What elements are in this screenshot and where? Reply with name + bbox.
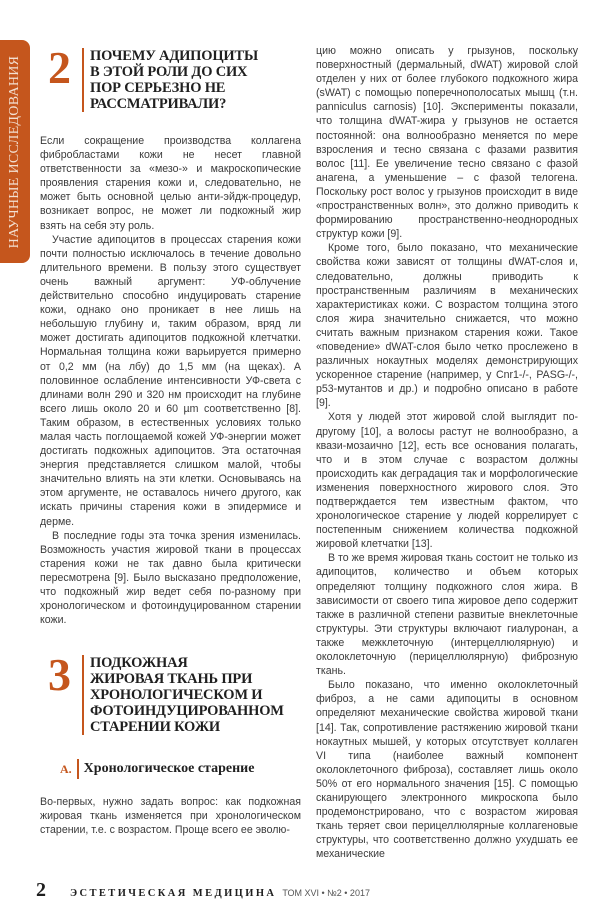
section-number: 3	[48, 649, 71, 701]
issue-info: ТОМ XVI • №2 • 2017	[282, 888, 370, 898]
title-line: СТАРЕНИИ КОЖИ	[90, 719, 220, 736]
paragraph: Было показано, что именно околоклеточный фиброз, а не сами адипоциты в основном определяют механические свойства жировой ткани [14]. Так, сопротивление растяжению жировой ткани нокаутных мышей, у которых отсутствует коллаген VI типа (наиболее важный компонент околоклеточного фиброза), составляет лишь около 50% от его нормального значения [15]. С помощью сканирующего электронного микроскопа было продемонстрировано, что с возрастом жировая ткань теряет свои перицеллюлярные коллагеновые структуры, что соответственно должно ухудшать ее механические	[316, 679, 578, 861]
section-title	[90, 655, 284, 735]
section-2-body	[40, 134, 301, 627]
subsection-divider	[77, 759, 79, 779]
title-line: ФОТОИНДУЦИРОВАННОМ	[90, 703, 284, 720]
subsection-title: Хронологическое старение	[83, 761, 255, 777]
right-column	[316, 44, 578, 861]
magazine-title: ЭСТЕТИЧЕСКАЯ МЕДИЦИНА	[70, 888, 277, 899]
section-3-heading	[48, 649, 301, 736]
section-side-tab	[0, 40, 30, 263]
heading-divider	[82, 48, 84, 112]
left-column	[40, 42, 301, 838]
title-line: ЖИРОВАЯ ТКАНЬ ПРИ	[90, 671, 253, 688]
paragraph: Кроме того, было показано, что механические свойства кожи зависят от толщины dWAT-слоя и, следовательно, должны приводить к пространственным различиям в механических характеристиках кожи. С возрастом толщина этого слоя жира значительно снижается, что можно считать важным признаком старения кожи. Такое «поведение» dWAT-слоя было четко прослежено в различных нокаутных моделях демонстрирующих ускоренное старение (например, у Cnr1-/-, PASG-/-, p53-мутантов и др.) и подробно описано в работе [9].	[316, 242, 578, 410]
paragraph: цию можно описать у грызунов, поскольку поверхностный (дермальный, dWAT) жировой слой отделен у них от более глубокого подкожного жира (sWAT) с помощью поперечнополосатых мышц (т.н. panniculus carnosis) [10]. Эксперименты показали, что толщина dWAT-жира у грызунов не остается постоянной: она волнообразно меняется по мере взросления и тесно связана с фазами развития волос [11]. Ее увеличение тесно связано с фазой анагена, а уменьшение – с фазой телогена. Поскольку рост волос у грызунов происходит в виде «пространственных волн», это должно приводить к формированию пространственно-неоднородных структур кожи [9].	[316, 45, 578, 241]
subsection-heading	[60, 759, 301, 779]
section-title	[90, 48, 258, 112]
title-line: ПОДКОЖНАЯ	[90, 655, 188, 672]
paragraph: Участие адипоцитов в процессах старения кожи почти полностью исключалось в течение довольно длительного времени. В пользу этого существует очень важный аргумент: УФ-облучение действительно способно индуцировать старение кожи, однако оно проникает в нее лишь на небольшую глубину и, таким образом, вряд ли может достигать адипоцитов подкожной клетчатки. Нормальная толщина кожи варьируется примерно от 0,2 мм (на лбу) до 1,5 мм (на щеках). А половинное ослабление интенсивности УФ-света с длинами волн 290 и 320 нм происходит на глубине всего лишь около 20 и 60 µm соответственно [8]. Таким образом, в естественных условиях только малая часть поглощаемой кожей УФ-энергии может достигать подкожных адипоцитов. Эта остаточная энергия представляется слишком малой, чтобы значительно влиять на эти клетки. Основываясь на этом аргументе, не оставалось ничего другого, как искать причины старения кожи в эпидермисе и дерме.	[40, 233, 301, 528]
paragraph: В последние годы эта точка зрения изменилась. Возможность участия жировой ткани в процессах старения кожи не так давно была критически пересмотрена [9]. Было высказано предположение, что подкожный жир ведет себя по-разному при хронологическом и фотоиндуцированном старении кожи.	[40, 529, 301, 627]
paragraph: Если сокращение производства коллагена фибробластами кожи не несет главной ответственности за «мезо-» и макроскопические проявления старения кожи и, следовательно, не может быть основной целью анти-эйдж-процедур, возникает вопрос, не может ли подкожный жир взять на себя эту роль.	[40, 135, 301, 232]
page-number: 2	[36, 879, 46, 901]
title-line: ПОР СЕРЬЕЗНО НЕ	[90, 80, 226, 96]
heading-divider	[82, 655, 84, 735]
paragraph: В то же время жировая ткань состоит не только из адипоцитов, количество и объем которых определяют толщину подкожного слоя жира. В зависимости от своего типа жировое депо содержит также в различной степени развитые внеклеточные структуры. Эти структуры включают гиалуронан, а также межклеточную (интерцеллюлярную) и околоклеточную (перицеллюлярную) фиброзную ткань.	[316, 552, 578, 678]
title-line: ПОЧЕМУ АДИПОЦИТЫ	[90, 48, 259, 64]
title-line: В ЭТОЙ РОЛИ ДО СИХ	[90, 64, 248, 80]
section-2-heading	[48, 42, 301, 112]
title-line: РАССМАТРИВАЛИ?	[90, 96, 227, 112]
section-3-body	[40, 795, 301, 837]
subsection-letter: А.	[60, 761, 72, 776]
paragraph: Хотя у людей этот жировой слой выглядит по-другому [10], а волосы растут не волнообразно, а квази-мозаично [12], есть все основания полагать, что и в этом случае с возрастом должны происходить как деградация так и морфологические изменения поверхностного жирового слоя. Это подтверждается тем известным фактом, что хронологическое старение у людей коррелирует с постепенным снижением количества подкожной жировой клетчатки [13].	[316, 411, 578, 551]
side-tab-label: НАУЧНЫЕ ИССЛЕДОВАНИЯ	[7, 55, 22, 248]
title-line: ХРОНОЛОГИЧЕСКОМ И	[90, 687, 263, 704]
section-number: 2	[48, 42, 71, 93]
paragraph: Во-первых, нужно задать вопрос: как подкожная жировая ткань изменяется при хронологическом старении, т.е. с возрастом. Проще всего ее эволю-	[40, 796, 301, 837]
page-footer	[36, 879, 370, 902]
